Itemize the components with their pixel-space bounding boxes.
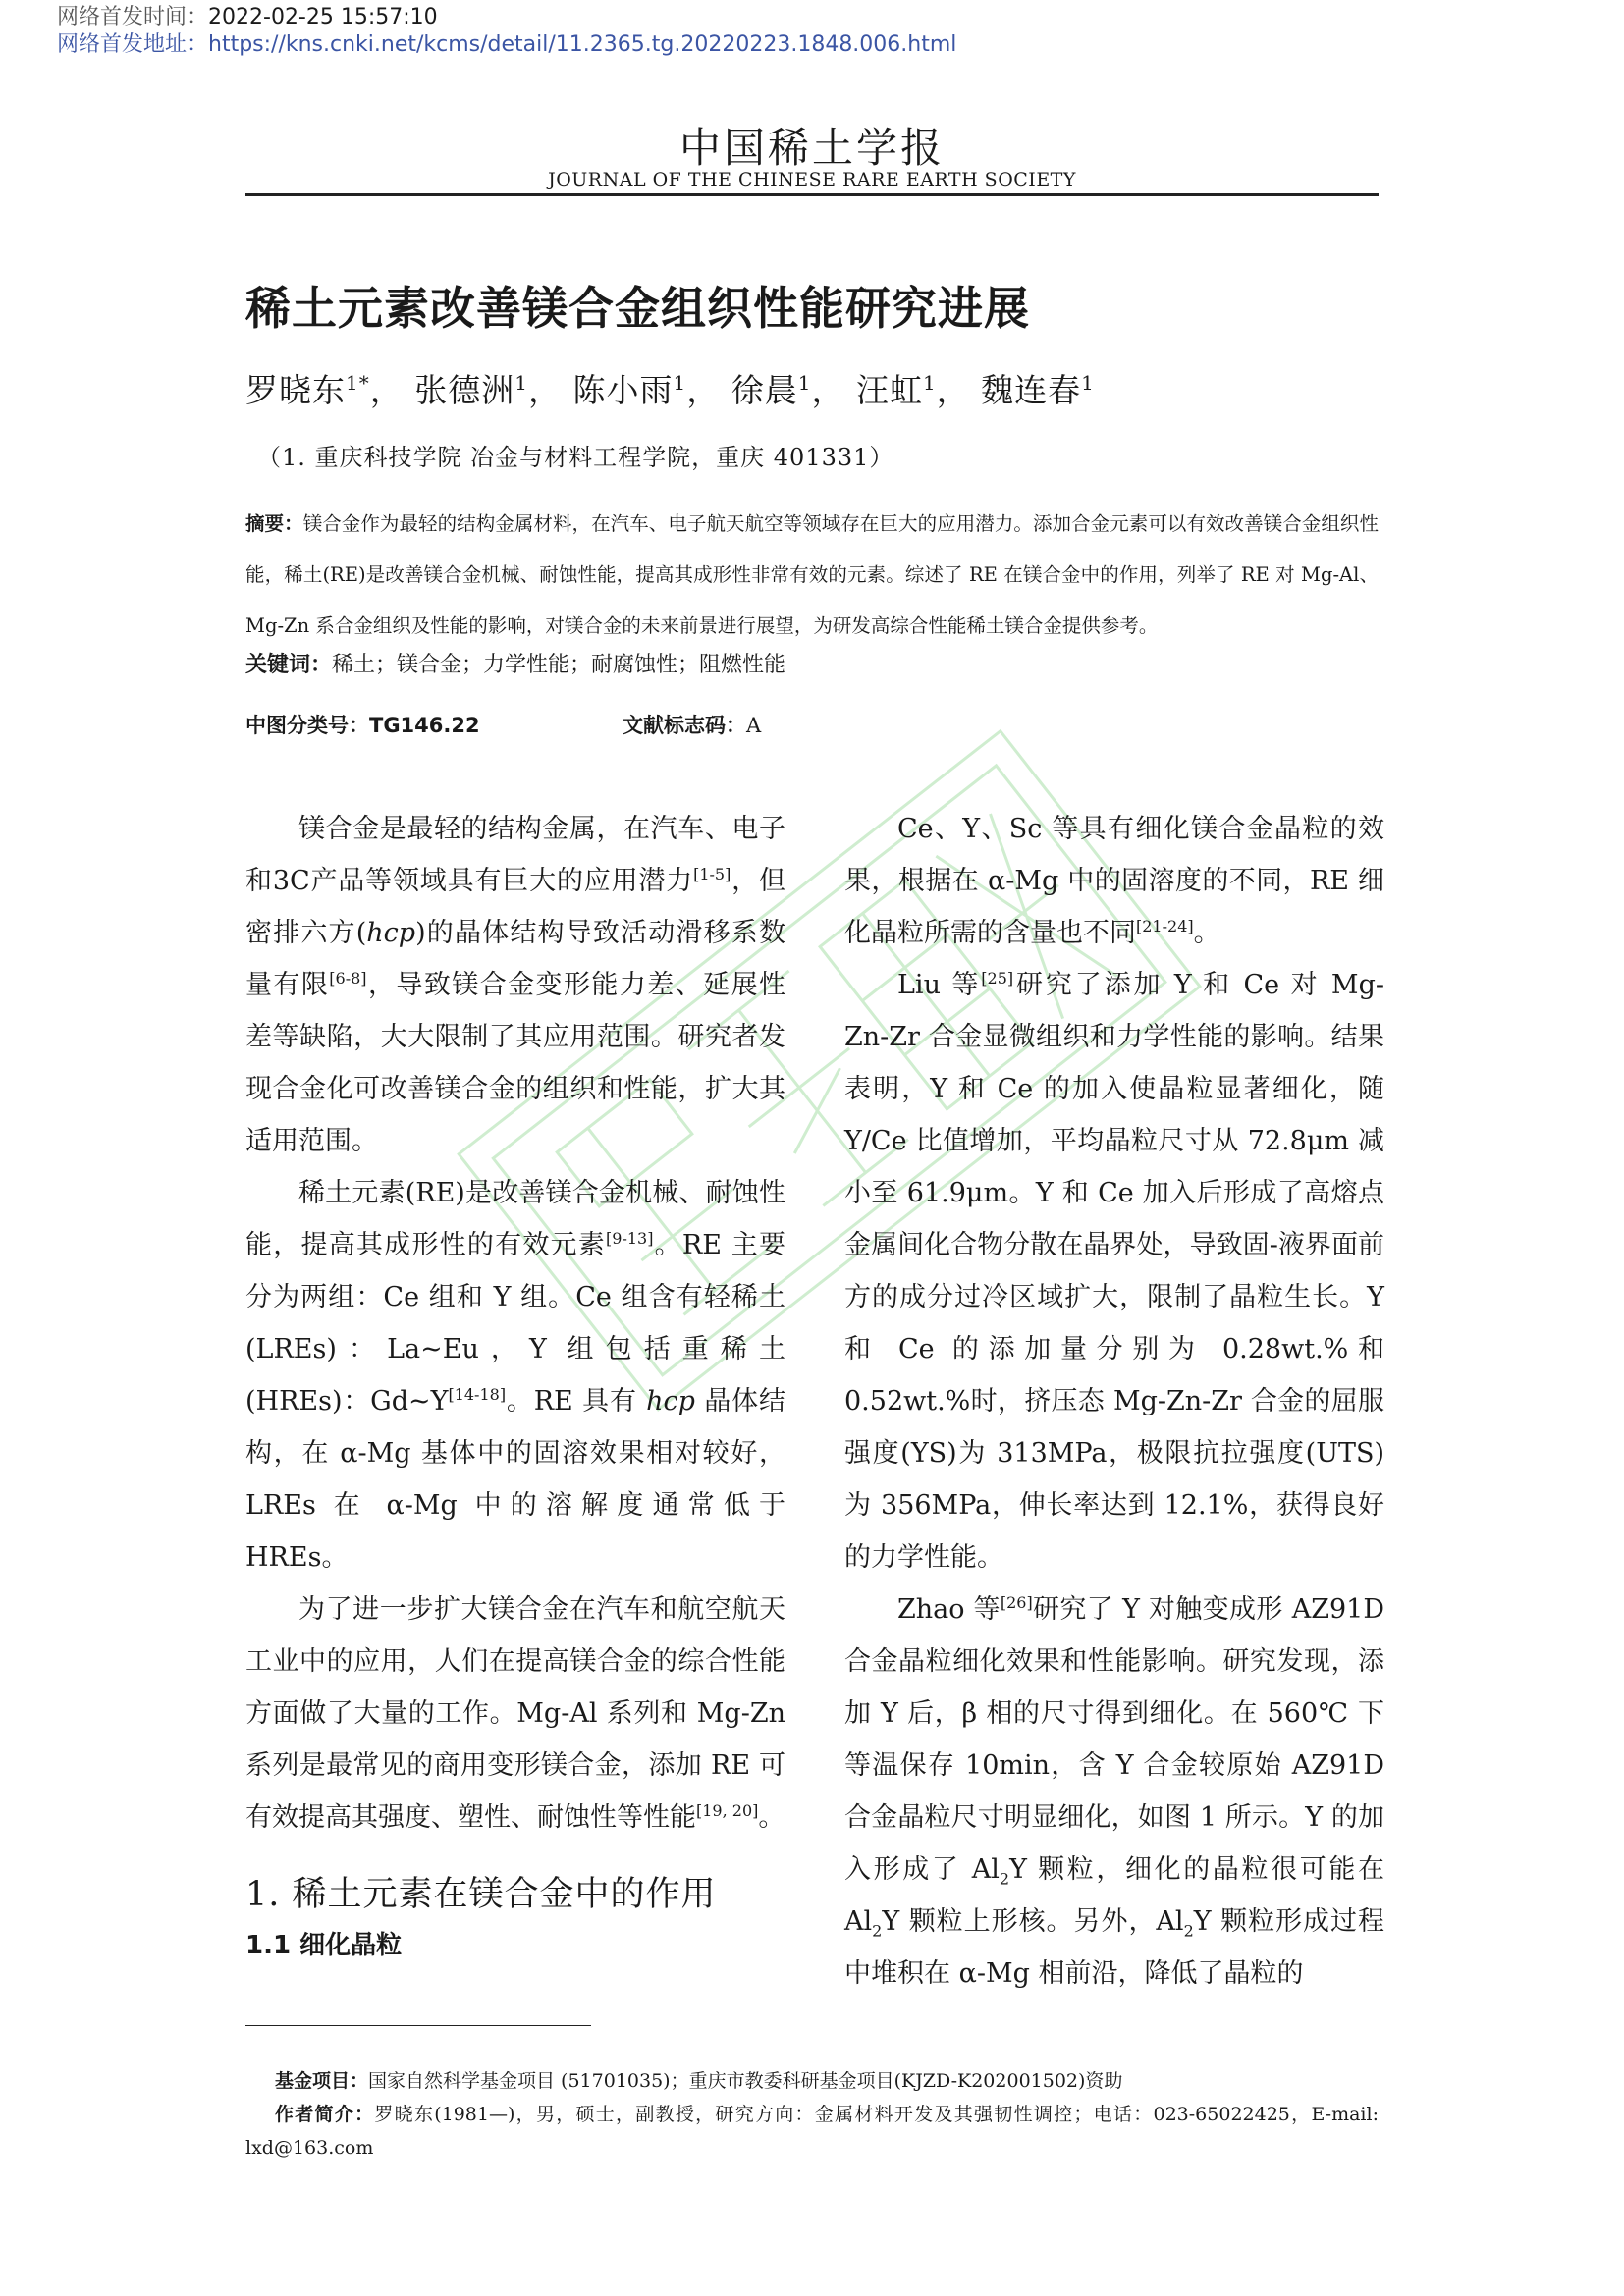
author-name: 罗晓东 (245, 371, 346, 409)
text-run: Y 颗粒上形核。另外，Al (882, 1906, 1184, 1937)
author-name: 汪虹 (855, 371, 923, 409)
text-run: 为了进一步扩大镁合金在汽车和航空航天工业中的应用，人们在提高镁合金的综合性能方面做了大量的工作。Mg-Al 系列和 Mg-Zn 系列是最常见的商用变形镁合金，添加 RE 可有效提高其强度、塑性、耐蚀性等性能 (245, 1594, 785, 1833)
body-paragraph (844, 803, 1384, 959)
citation[interactable]: [6-8] (329, 969, 367, 988)
abstract-text: 镁合金作为最轻的结构金属材料，在汽车、电子航天航空等领域存在巨大的应用潜力。添加合金元素可以有效改善镁合金组织性能，稀土(RE)是改善镁合金机械、耐蚀性能，提高其成形性非常有效的元素。综述了 RE 在镁合金中的作用，列举了 RE 对 Mg-Al、Mg-Zn 系合金组织及性能的影响，对镁合金的未来前景进行展望，为研发高综合性能稀土镁合金提供参考。 (245, 512, 1379, 637)
author-footnote (245, 2098, 1379, 2164)
text-run: 。 (1193, 918, 1220, 948)
text-run: Y 颗粒形成过程中堆积在 α-Mg 相前沿，降低了晶粒的 (844, 1906, 1384, 1989)
keywords-text: 稀土；镁合金；力学性能；耐腐蚀性；阻燃性能 (332, 653, 786, 677)
text-run: 晶体结构，在 α-Mg 基体中的固溶效果相对较好，LREs 在 α-Mg 中的溶解度通常低于 HREs。 (245, 1386, 785, 1573)
text-run: ，但密排六方( (245, 866, 785, 948)
citation[interactable]: [1-5] (693, 865, 731, 883)
paper-title: 稀土元素改善镁合金组织性能研究进展 (245, 282, 1030, 335)
keywords-label: 关键词： (245, 653, 333, 677)
citation[interactable]: [25] (981, 969, 1014, 988)
citation[interactable]: [26] (1000, 1593, 1033, 1612)
author-separator: ， (369, 371, 404, 409)
author-bio-label: 作者简介： (275, 2104, 375, 2125)
body-column-left (245, 803, 785, 1970)
author-affiliation-mark: 1 (797, 371, 812, 395)
publish-time-value: 2022-02-25 15:57:10 (208, 5, 438, 29)
author-affiliation-mark: 1 (1081, 371, 1095, 395)
section-heading: 1. 稀土元素在镁合金中的作用 (245, 1875, 717, 1914)
text-run: 研究了 Y 对触变成形 AZ91D 合金晶粒细化效果和性能影响。研究发现，添加 Y 后，β 相的尺寸得到细化。在 560℃ 下等温保存 10min，含 Y 合金较原始 AZ91D 合金晶粒尺寸明显细化，如图 1 所示。Y 的加入形成了 Al (844, 1594, 1384, 1885)
classification-value: TG146.22 (369, 714, 480, 737)
author-name: 魏连春 (981, 371, 1082, 409)
citation[interactable]: [14-18] (448, 1385, 507, 1404)
fund-text: 国家自然科学基金项目 (51701035)；重庆市教委科研基金项目(KJZD-K202001502)资助 (368, 2070, 1123, 2092)
author-list (245, 365, 1095, 411)
publish-url-link[interactable]: https://kns.cnki.net/kcms/detail/11.2365.tg.20220223.1848.006.html (208, 32, 957, 57)
text-run: ，导致镁合金变形能力差、延展性差等缺陷，大大限制了其应用范围。研究者发现合金化可改善镁合金的组织和性能，扩大其适用范围。 (245, 970, 786, 1156)
author-affiliation-mark: 1 (673, 371, 687, 395)
text-run: 。RE 具有 (506, 1386, 647, 1416)
fund-footnote (245, 2064, 1379, 2098)
classification-number (245, 710, 480, 739)
author-affiliation-mark: 1* (346, 371, 370, 395)
publish-url-line (57, 32, 956, 58)
text-run: Zhao 等 (897, 1594, 1001, 1625)
publish-time-label: 网络首发时间： (57, 5, 209, 29)
journal-subtitle: JOURNAL OF THE CHINESE RARE EARTH SOCIETY (548, 169, 1076, 190)
footnote-divider (245, 2025, 591, 2026)
author-affiliation-mark: 1 (514, 371, 528, 395)
header-divider (245, 193, 1379, 196)
abstract (245, 499, 1379, 652)
publish-url-label: 网络首发地址： (57, 32, 209, 57)
author-affiliation-mark: 1 (922, 371, 937, 395)
body-paragraph (844, 959, 1384, 1583)
body-paragraph (245, 1583, 785, 1843)
publish-time-line (57, 5, 438, 30)
document-code (623, 710, 761, 739)
footnotes (245, 2064, 1379, 2164)
subscript: 2 (1183, 1921, 1194, 1941)
document-code-value: A (746, 714, 762, 737)
body-paragraph (245, 803, 785, 1167)
author-name: 陈小雨 (572, 371, 674, 409)
text-run: 。RE 主要分为两组：Ce 组和 Y 组。Ce 组含有轻稀土(LREs)：La~Eu，Y 组包括重稀土(HREs)：Gd~Y (245, 1230, 786, 1416)
text-run: Liu 等 (897, 970, 982, 1000)
keywords (245, 648, 785, 678)
author-separator: ， (527, 371, 562, 409)
text-run: Ce、Y、Sc 等具有细化镁合金晶粒的效果，根据在 α-Mg 中的固溶度的不同，RE 细化晶粒所需的含量也不同 (844, 814, 1384, 948)
body-paragraph (245, 1167, 785, 1583)
abstract-label: 摘要： (245, 512, 303, 535)
author-bio-text: 罗晓东(1981—)，男，硕士，副教授，研究方向：金属材料开发及其强韧性调控；电话：023-65022425，E-mail: lxd@163.com (245, 2104, 1379, 2159)
italic-term: hcp (646, 1386, 695, 1416)
subsection-heading: 1.1 细化晶粒 (245, 1931, 403, 1960)
author-name: 徐晨 (731, 371, 798, 409)
text-run: 稀土元素(RE)是改善镁合金机械、耐蚀性能，提高其成形性的有效元素 (245, 1178, 785, 1260)
text-run: )的晶体结构导致活动滑移系数量有限 (245, 918, 785, 1000)
author-name: 张德洲 (414, 371, 515, 409)
citation[interactable]: [21-24] (1136, 917, 1194, 935)
text-run: Y 颗粒，细化的晶粒很可能在 Al (844, 1854, 1385, 1937)
subscript: 2 (872, 1921, 883, 1941)
text-run: 镁合金是最轻的结构金属，在汽车、电子和3C产品等领域具有巨大的应用潜力 (245, 814, 785, 896)
subscript: 2 (999, 1869, 1010, 1889)
classification-label: 中图分类号： (245, 714, 369, 737)
affiliation: （1. 重庆科技学院 冶金与材料工程学院，重庆 401331） (257, 444, 894, 471)
text-run: 。 (758, 1802, 785, 1833)
author-separator: ， (686, 371, 721, 409)
author-separator: ， (811, 371, 845, 409)
document-code-label: 文献标志码： (623, 714, 746, 737)
body-column-right (844, 803, 1384, 2000)
body-paragraph (844, 1583, 1384, 2000)
italic-term: hcp (366, 918, 416, 948)
journal-title: 中国稀土学报 (678, 124, 945, 172)
citation[interactable]: [19, 20] (696, 1801, 759, 1820)
text-run: 研究了添加 Y 和 Ce 对 Mg-Zn-Zr 合金显微组织和力学性能的影响。结果表明，Y 和 Ce 的加入使晶粒显著细化，随 Y/Ce 比值增加，平均晶粒尺寸从 72.8μm 减小至 61.9μm。Y 和 Ce 加入后形成了高熔点金属间化合物分散在晶界处，导致固-液界面前方的成分过冷区域扩大，限制了晶粒生长。Y 和 Ce 的添加量分别为 0.28wt.%和 0.52wt.%时，挤压态 Mg-Zn-Zr 合金的屈服强度(YS)为 313MPa，极限抗拉强度(UTS)为 356MPa，伸长率达到 12.1%，获得良好的力学性能。 (844, 970, 1384, 1573)
fund-label: 基金项目： (275, 2070, 369, 2092)
author-separator: ， (936, 371, 970, 409)
citation[interactable]: [9-13] (606, 1229, 654, 1248)
